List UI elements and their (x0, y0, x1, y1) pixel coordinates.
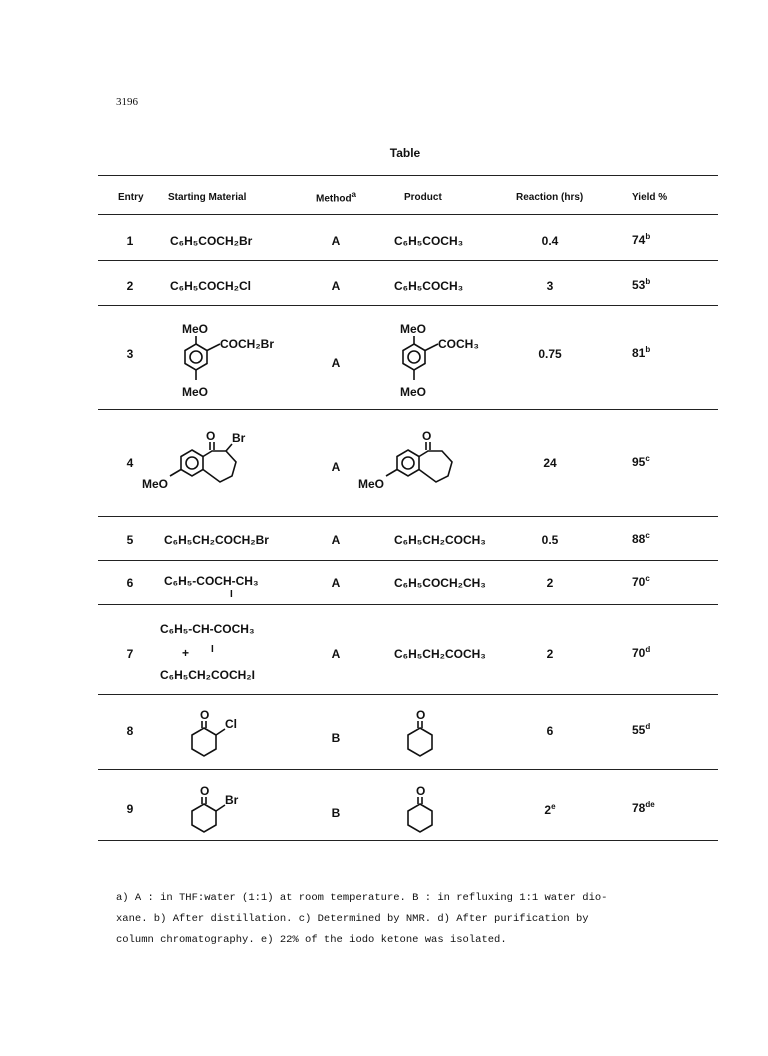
footnote-line: a) A : in THF:water (1:1) at room temperature. B : in refluxing 1:1 water dio- (116, 892, 608, 904)
dimethoxyacetophenone-structure (396, 316, 526, 406)
row-rule (98, 516, 718, 517)
entry-number: 9 (126, 802, 134, 816)
svg-text:MeO: MeO (142, 477, 169, 491)
svg-text:MeO: MeO (400, 385, 427, 399)
reaction-time: 2 (546, 647, 554, 661)
svg-text:Cl: Cl (225, 717, 237, 731)
starting-material-line2: C₆H₅CH₂COCH₂I (160, 668, 255, 682)
svg-text:Br: Br (225, 793, 239, 807)
header-method: Method$^a$ (316, 190, 356, 205)
starting-material-line1: C₆H₅-CH-COCH₃ (160, 622, 255, 636)
yield: 95$^c$ (632, 454, 650, 469)
reaction-time: 6 (546, 724, 554, 738)
method: B (331, 731, 341, 745)
header-yield: Yield % (632, 192, 668, 203)
row-rule (98, 694, 718, 695)
bromo-benzosuberone-structure (140, 420, 280, 500)
svg-text:O: O (416, 708, 426, 722)
starting-material: C₆H₅COCH₂Cl (170, 279, 251, 293)
cyclohexanone-structure (396, 780, 456, 840)
cyclohexanone-structure (396, 704, 456, 764)
entry-number: 4 (126, 456, 134, 470)
product: C₆H₅COCH₃ (394, 279, 464, 293)
row-rule (98, 604, 718, 605)
reaction-time: 24 (543, 456, 557, 470)
svg-text:MeO: MeO (358, 477, 385, 491)
svg-text:COCH₃: COCH₃ (438, 337, 479, 351)
method: A (331, 460, 341, 474)
yield: 70$^c$ (632, 574, 650, 589)
dimethoxyphenacyl-bromide-structure (170, 316, 300, 406)
entry-number: 1 (126, 234, 134, 248)
yield: 53$^b$ (632, 277, 651, 292)
svg-text:COCH₂Br: COCH₂Br (220, 337, 274, 351)
iodine-substituent: I (211, 644, 214, 655)
svg-text:O: O (206, 429, 216, 443)
bromocyclohexanone-structure (180, 780, 260, 840)
reaction-time: 0.75 (538, 347, 562, 361)
table-bottom-rule (98, 840, 718, 841)
row-rule (98, 260, 718, 261)
plus-sign: + (182, 646, 190, 660)
svg-text:Br: Br (232, 431, 246, 445)
entry-number: 2 (126, 279, 134, 293)
reaction-time: 2 (546, 576, 554, 590)
reaction-time: 0.5 (541, 533, 559, 547)
product: C₆H₅CH₂COCH₃ (394, 533, 486, 547)
entry-number: 6 (126, 576, 134, 590)
starting-material: C₆H₅CH₂COCH₂Br (164, 533, 269, 547)
row-rule (98, 305, 718, 306)
chlorocyclohexanone-structure (180, 704, 260, 764)
header-product: Product (404, 192, 442, 203)
yield: 70$^d$ (632, 645, 651, 660)
footnote-line: column chromatography. e) 22% of the iodo ketone was isolated. (116, 934, 507, 946)
reaction-time: 0.4 (541, 234, 559, 248)
starting-material: C₆H₅COCH₂Br (170, 234, 253, 248)
benzosuberone-structure (356, 420, 496, 500)
header-starting-material: Starting Material (168, 192, 247, 203)
product: C₆H₅COCH₃ (394, 234, 464, 248)
row-rule (98, 769, 718, 770)
row-rule (98, 409, 718, 410)
header-entry: Entry (118, 192, 144, 203)
entry-number: 3 (126, 347, 134, 361)
svg-text:O: O (416, 784, 426, 798)
method: A (331, 647, 341, 661)
method: A (331, 533, 341, 547)
row-rule (98, 560, 718, 561)
header-reaction-time: Reaction (hrs) (516, 192, 584, 203)
yield: 55$^d$ (632, 722, 651, 737)
reaction-time: 3 (546, 279, 554, 293)
product: C₆H₅CH₂COCH₃ (394, 647, 486, 661)
svg-text:MeO: MeO (400, 322, 427, 336)
starting-material: C₆H₅-COCH-CH₃ (164, 574, 259, 588)
footnote-line: xane. b) After distillation. c) Determined by NMR. d) After purification by (116, 913, 589, 925)
svg-text:MeO: MeO (182, 385, 209, 399)
iodine-substituent: I (230, 589, 233, 600)
header-rule (98, 214, 718, 215)
yield: 74$^b$ (632, 232, 651, 247)
svg-text:MeO: MeO (182, 322, 209, 336)
yield: 78de (632, 800, 655, 815)
entry-number: 5 (126, 533, 134, 547)
svg-text:O: O (200, 784, 210, 798)
method: A (331, 356, 341, 370)
yield: 88$^c$ (632, 531, 650, 546)
table-top-rule (98, 175, 718, 176)
page-number: 3196 (116, 96, 138, 108)
product: C₆H₅COCH₂CH₃ (394, 576, 486, 590)
reaction-time: 2e (544, 802, 556, 817)
method: A (331, 234, 341, 248)
entry-number: 8 (126, 724, 134, 738)
table-footnotes (116, 888, 716, 951)
svg-text:O: O (422, 429, 432, 443)
yield: 81$^b$ (632, 345, 651, 360)
method: B (331, 806, 341, 820)
svg-text:O: O (200, 708, 210, 722)
method: A (331, 576, 341, 590)
table-title: Table (389, 146, 421, 160)
method: A (331, 279, 341, 293)
entry-number: 7 (126, 647, 134, 661)
